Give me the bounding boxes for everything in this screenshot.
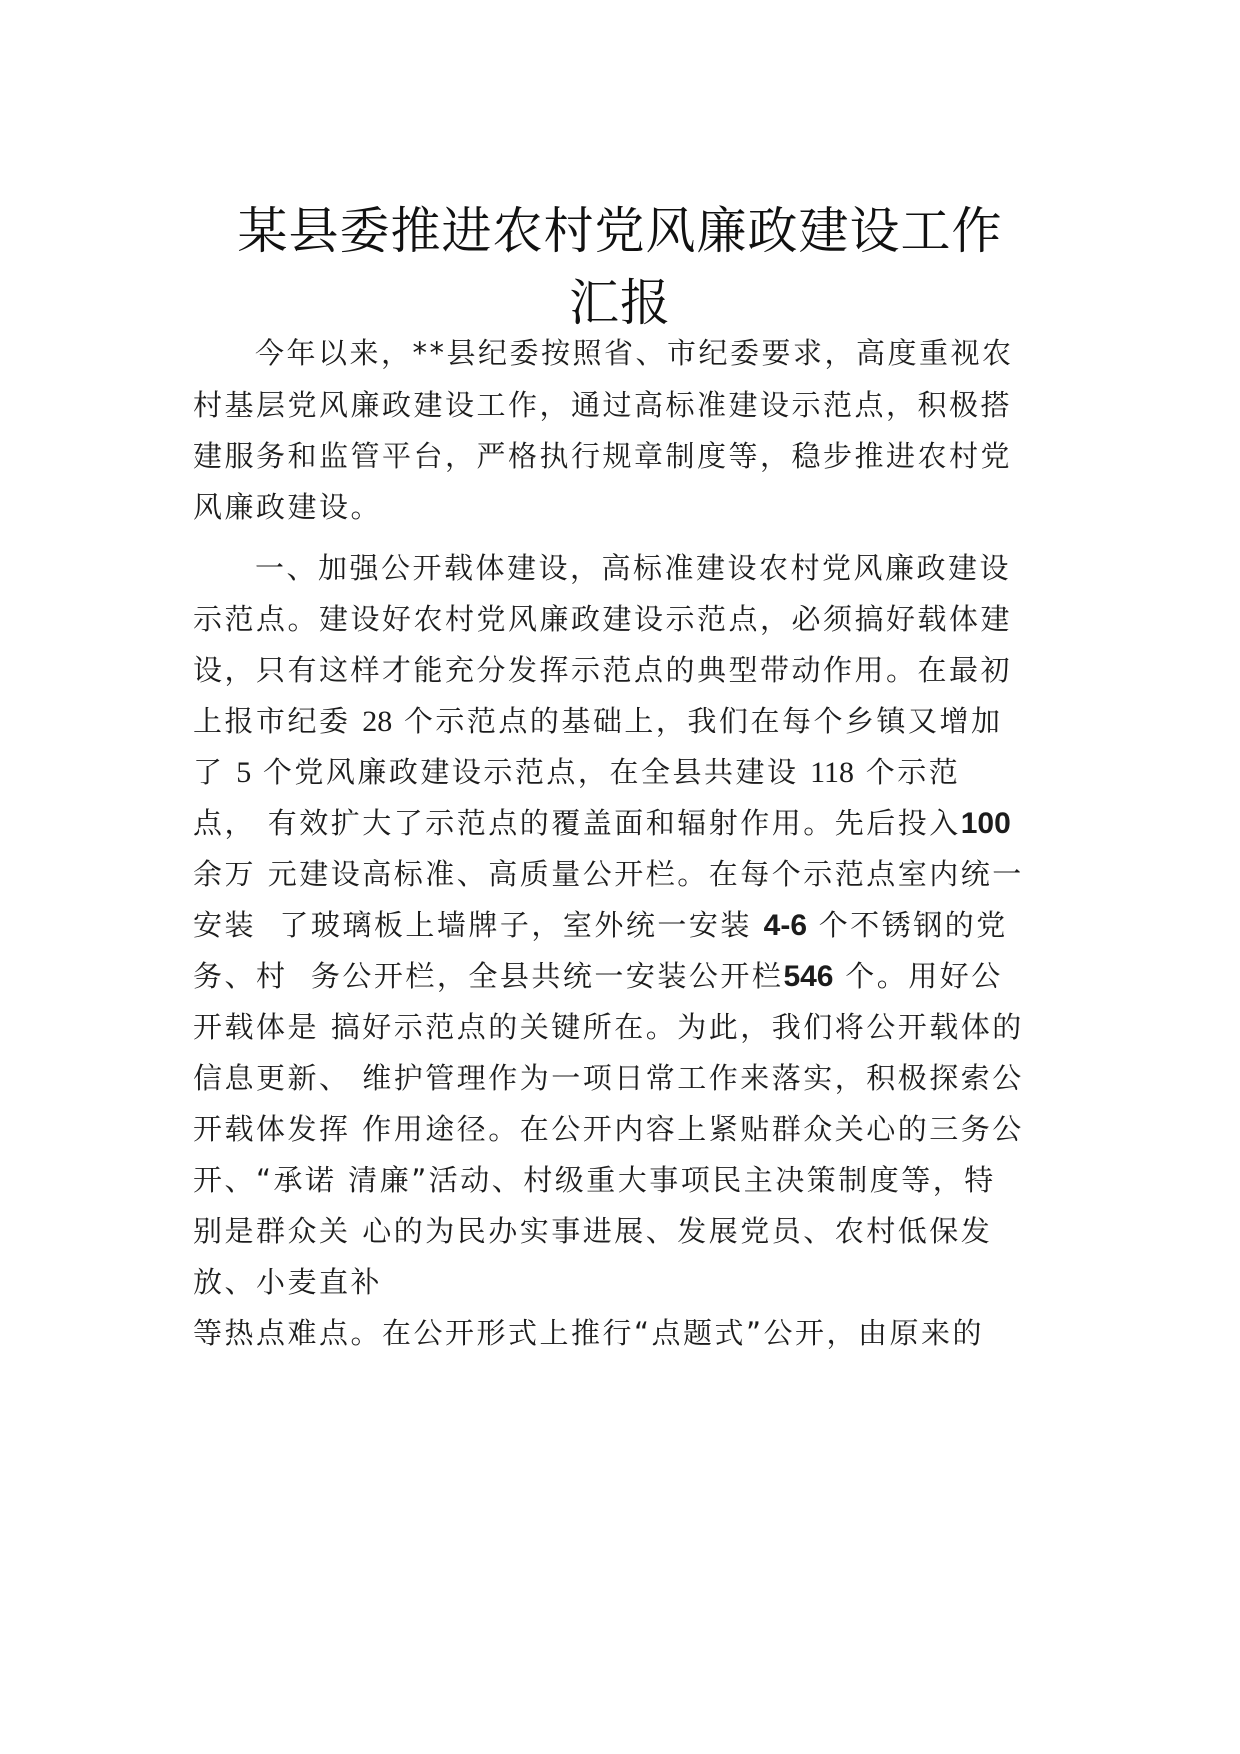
text-span: 个党风廉政建设示范点，在全县共建设 [251,755,811,789]
number-span: 28 [362,705,393,738]
number-span: 100 [960,807,1011,840]
text-span: 个不锈钢的党 [807,908,1008,942]
paragraph-2-line-1: 一、加强公开载体建设，高标准建设农村党风廉政建设 [255,551,1012,585]
text-span: 个示范点的基础上，我们在每个乡镇又增加 [392,704,1003,738]
paragraph-1-line-2: 村基层党风廉政建设工作，通过高标准建设示范点，积极搭 [193,388,1013,422]
paragraph-2-line-11: 信息更新、 维护管理作为一项日常工作来落实，积极探索公 [193,1061,1024,1095]
paragraph-2-line-9 [193,956,1003,996]
text-span: 点， 有效扩大了示范点的覆盖面和辐射作用。先后投入 [193,806,961,840]
paragraph-2-line-7: 余万 元建设高标准、高质量公开栏。在每个示范点室内统一 [193,857,1024,891]
paragraph-2-line-14: 别是群众关 心的为民办实事进展、发展党员、农村低保发 [193,1214,993,1248]
text-span: 个示范 [854,755,961,789]
paragraph-2-line-13: 开、“承诺 清廉”活动、村级重大事项民主决策制度等，特 [193,1163,996,1197]
paragraph-1-line-1: 今年以来，**县纪委按照省、市纪委要求，高度重视农 [255,336,1014,370]
paragraph-1-line-3: 建服务和监管平台，严格执行规章制度等，稳步推进农村党 [193,439,1013,473]
number-span: 4-6 [763,909,808,942]
paragraph-2-line-12: 开载体发挥 作用途径。在公开内容上紧贴群众关心的三务公 [193,1112,1024,1146]
paragraph-2-line-15: 放、小麦直补 [193,1265,383,1299]
document-title-line-2: 汇报 [569,274,671,332]
document-title-line-1: 某县委推进农村党风廉政建设工作 [237,202,1003,260]
text-span: 个。用好公 [833,959,1003,993]
paragraph-2-line-2: 示范点。建设好农村党风廉政建设示范点，必须搞好载体建 [193,602,1013,636]
text-span: 务、村 务公开栏，全县共统一安装公开栏 [193,959,784,993]
paragraph-2-line-10: 开载体是 搞好示范点的关键所在。为此，我们将公开载体的 [193,1010,1024,1044]
paragraph-2-line-3: 设，只有这样才能充分发挥示范点的典型带动作用。在最初 [193,653,1013,687]
text-span: 安装 了玻璃板上墙牌子，室外统一安装 [193,908,764,942]
paragraph-1-line-4: 风廉政建设。 [193,490,383,524]
number-span: 118 [810,756,855,789]
number-span: 546 [783,960,834,993]
paragraph-2-line-16: 等热点难点。在公开形式上推行“点题式”公开，由原来的 [193,1316,985,1350]
paragraph-2-line-5 [193,752,960,792]
paragraph-2-line-4 [193,701,1002,741]
number-span: 5 [236,756,252,789]
paragraph-2-line-8 [193,905,1008,945]
paragraph-2-line-6 [193,803,1011,843]
text-span: 了 [193,755,237,789]
text-span: 上报市纪委 [193,704,363,738]
